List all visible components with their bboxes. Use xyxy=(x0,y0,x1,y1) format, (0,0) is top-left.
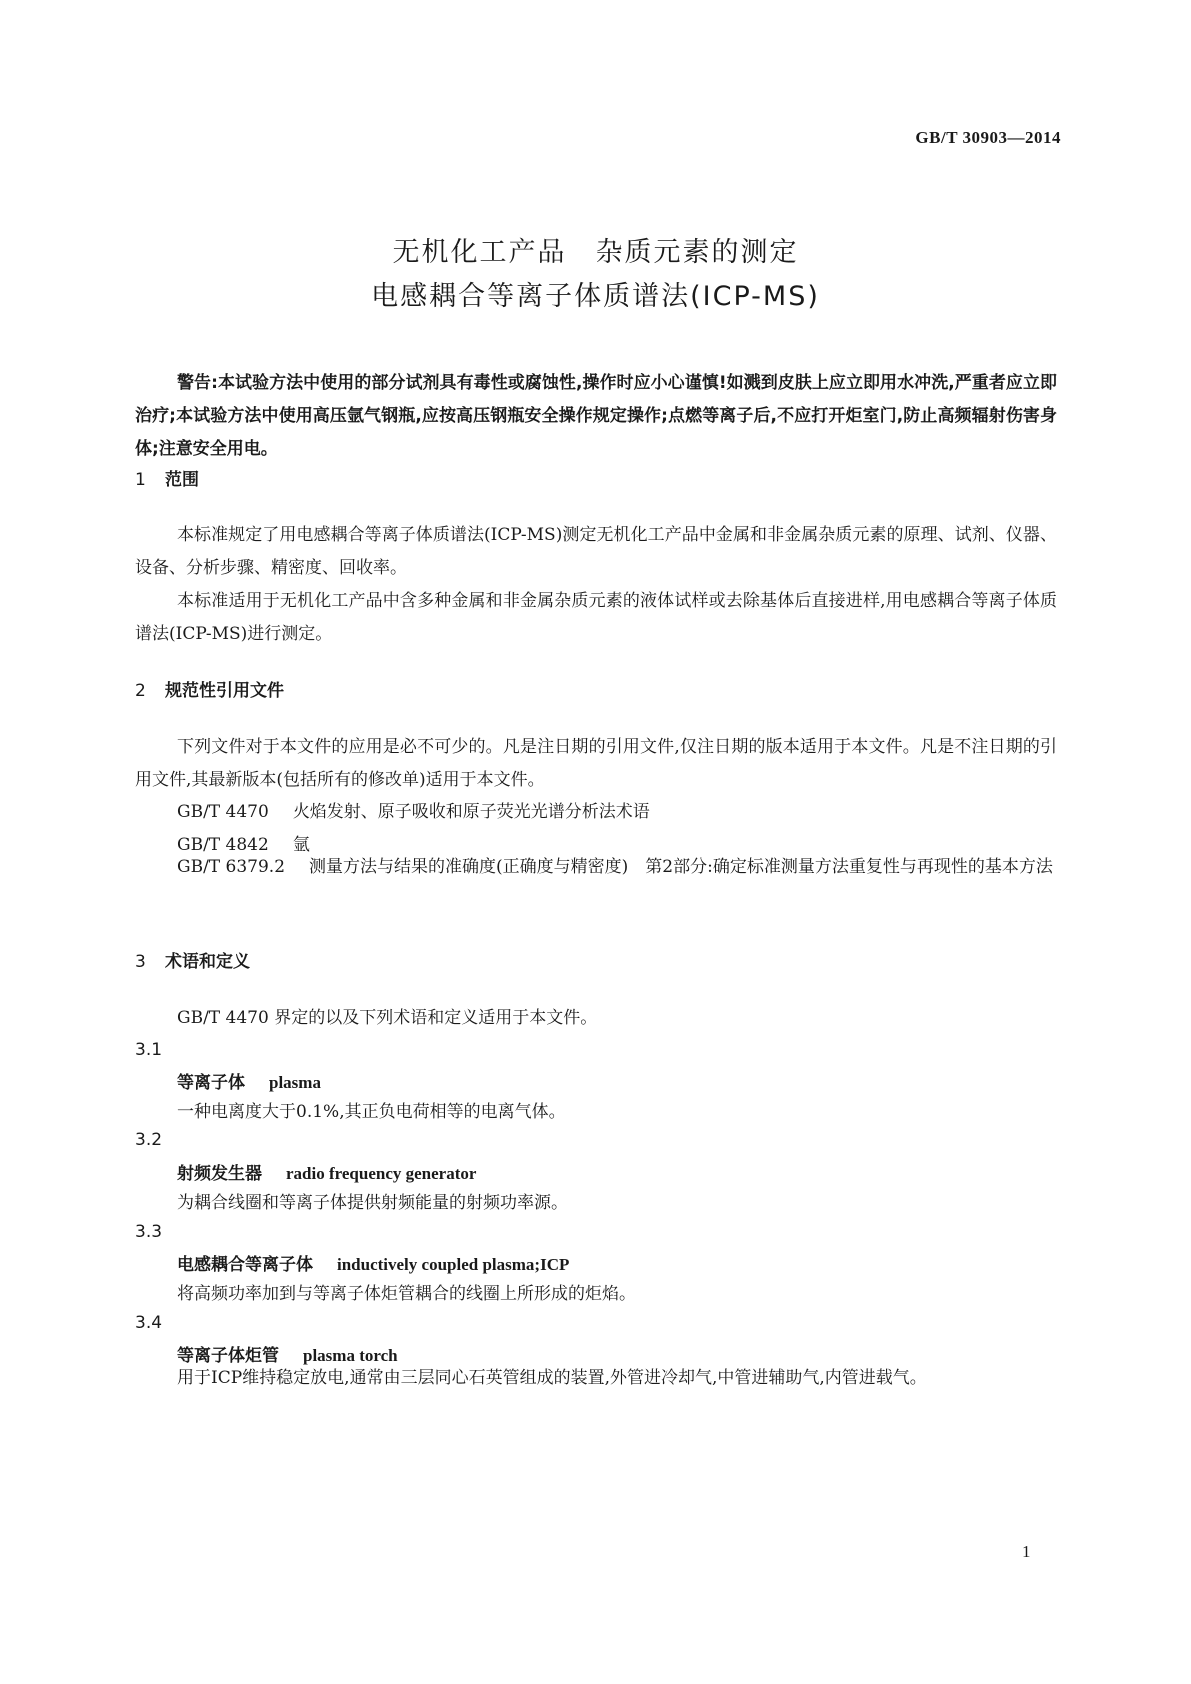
reference-title: 火焰发射、原子吸收和原子荧光光谱分析法术语 xyxy=(292,802,650,822)
page-number: 1 xyxy=(1022,1542,1031,1561)
term-definition: 为耦合线圈和等离子体提供射频能量的射频功率源。 xyxy=(177,1193,568,1213)
term-number: 3.3 xyxy=(135,1222,163,1242)
section-number: 1 xyxy=(135,470,146,490)
terms-intro: GB/T 4470 界定的以及下列术语和定义适用于本文件。 xyxy=(177,1008,598,1028)
term-chinese: 电感耦合等离子体 xyxy=(177,1255,313,1275)
safety-warning: 警告:本试验方法中使用的部分试剂具有毒性或腐蚀性,操作时应小心谨慎!如溅到皮肤上应立即用水冲洗,严重者应立即治疗;本试验方法中使用高压氩气钢瓶,应按高压钢瓶安全操作规定操作;点燃等离子后,不应打开炬室门,防止高频辐射伤害身体;注意安全用电。 xyxy=(135,373,1057,459)
scope-paragraph-1: 本标准规定了用电感耦合等离子体质谱法(ICP-MS)测定无机化工产品中金属和非金属杂质元素的原理、试剂、仪器、设备、分析步骤、精密度、回收率。 xyxy=(135,525,1057,578)
term-chinese: 射频发生器 xyxy=(177,1164,262,1184)
term-number: 3.4 xyxy=(135,1313,163,1333)
reference-code: GB/T 4470 xyxy=(177,802,269,822)
term-definition: 一种电离度大于0.1%,其正负电荷相等的电离气体。 xyxy=(177,1102,566,1122)
document-title-line1: 无机化工产品 杂质元素的测定 xyxy=(392,237,799,268)
reference-code: GB/T 4842 xyxy=(177,835,269,855)
reference-title: 测量方法与结果的准确度(正确度与精密度) 第2部分:确定标准测量方法重复性与再现性的基本方法 xyxy=(309,857,1053,877)
section-number: 3 xyxy=(135,952,146,972)
term-chinese: 等离子体 xyxy=(177,1073,245,1093)
term-english: radio frequency generator xyxy=(286,1164,477,1183)
reference-title: 氩 xyxy=(292,835,310,855)
section-title: 范围 xyxy=(165,470,199,490)
term-number: 3.2 xyxy=(135,1130,163,1150)
term-definition: 用于ICP维持稳定放电,通常由三层同心石英管组成的装置,外管进冷却气,中管进辅助气,内管进载气。 xyxy=(177,1368,927,1388)
term-english: plasma xyxy=(269,1073,321,1092)
standard-code: GB/T 30903—2014 xyxy=(915,128,1061,147)
section-number: 2 xyxy=(135,681,146,701)
reference-item xyxy=(177,797,650,822)
term-entry xyxy=(177,1068,321,1093)
scope-paragraph-2: 本标准适用于无机化工产品中含多种金属和非金属杂质元素的液体试样或去除基体后直接进样,用电感耦合等离子体质谱法(ICP-MS)进行测定。 xyxy=(135,591,1057,644)
section-heading-scope xyxy=(135,465,199,490)
document-title-line2: 电感耦合等离子体质谱法(ICP-MS) xyxy=(371,281,820,312)
reference-code: GB/T 6379.2 xyxy=(177,857,286,877)
term-entry xyxy=(177,1250,569,1275)
term-english: inductively coupled plasma;ICP xyxy=(337,1255,570,1274)
section-title: 术语和定义 xyxy=(165,952,250,972)
term-english: plasma torch xyxy=(303,1346,398,1365)
term-definition: 将高频功率加到与等离子体炬管耦合的线圈上所形成的炬焰。 xyxy=(177,1284,636,1304)
reference-item xyxy=(135,851,1057,884)
section-heading-normative-references xyxy=(135,676,284,701)
section-heading-terms-definitions xyxy=(135,947,250,972)
references-intro: 下列文件对于本文件的应用是必不可少的。凡是注日期的引用文件,仅注日期的版本适用于本文件。凡是不注日期的引用文件,其最新版本(包括所有的修改单)适用于本文件。 xyxy=(135,737,1057,790)
term-number: 3.1 xyxy=(135,1040,163,1060)
section-title: 规范性引用文件 xyxy=(165,681,284,701)
term-chinese: 等离子体炬管 xyxy=(177,1346,279,1366)
term-entry xyxy=(177,1159,476,1184)
